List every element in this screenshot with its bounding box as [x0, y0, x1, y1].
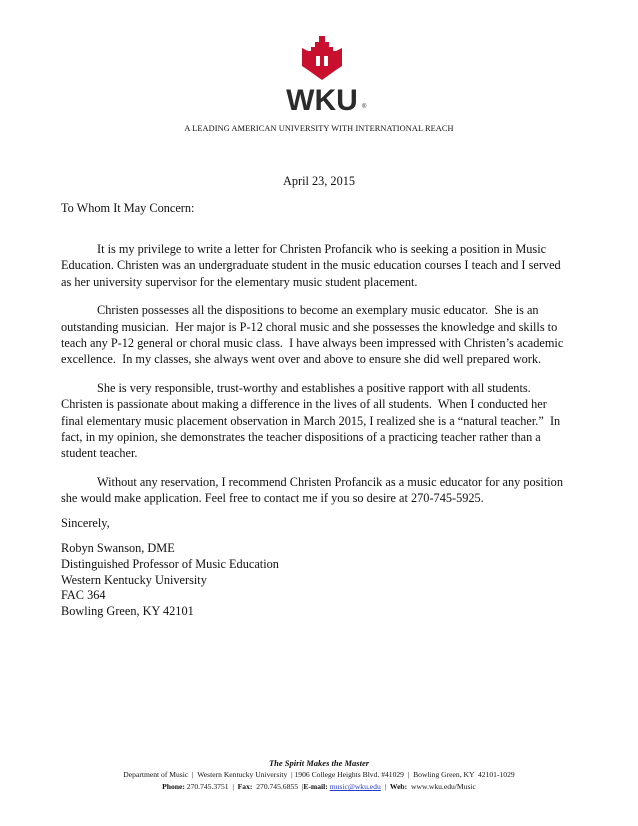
wku-logo-graphic — [268, 36, 376, 116]
letter-body — [61, 241, 581, 519]
phone-number: 270.745.3751 | — [184, 782, 238, 791]
paragraph-line: Without any reservation, I recommend Christen Profancik as a music educator for any position — [97, 475, 563, 490]
cupola-emblem-icon — [302, 36, 342, 80]
footer-address: Department of Music | Western Kentucky University | 1906 College Heights Blvd. #41029 | Bowling Green, KY 42101-1029 — [123, 770, 515, 779]
paragraph-line: She is very responsible, trust-worthy and establishes a positive rapport with all students. — [97, 381, 531, 396]
phone-label: Phone: — [162, 782, 185, 791]
wku-logo — [268, 36, 376, 116]
separator: | — [380, 782, 390, 791]
registered-mark: ® — [362, 104, 367, 110]
salutation: To Whom It May Concern: — [61, 201, 195, 215]
paragraph-2 — [61, 302, 581, 367]
paragraph-line: fact, in my opinion, she demonstrates the teacher dispositions of a practicing teacher rather than a — [61, 429, 541, 444]
signer-university: Western Kentucky University — [61, 572, 207, 587]
paragraph-line: excellence. In my classes, she always went over and above to ensure she did well prepared work. — [61, 352, 542, 367]
paragraph-line: Education. Christen was an undergraduate student in the music education courses I teach and I served — [61, 258, 561, 273]
paragraph-line: outstanding musician. Her major is P-12 choral music and she possesses the knowledge and skills to — [61, 319, 558, 334]
signer-office: FAC 364 — [61, 588, 106, 603]
paragraph-line: Christen possesses all the dispositions to become an exemplary music educator. She is an — [97, 303, 539, 318]
paragraph-1 — [61, 241, 581, 290]
paragraph-line: Christen is passionate about making a difference in the lives of all students. When I conducted her — [61, 397, 547, 412]
signer-city: Bowling Green, KY 42101 — [61, 604, 194, 619]
paragraph-line: student teacher. — [61, 446, 138, 461]
logo-wordmark: WKU — [286, 84, 358, 116]
paragraph-3 — [61, 380, 581, 461]
web-label: Web: — [389, 782, 408, 791]
footer-contact — [0, 782, 638, 791]
email-link[interactable]: music@wku.edu — [329, 782, 381, 791]
letterhead-tagline: A LEADING AMERICAN UNIVERSITY WITH INTERNATIONAL REACH — [184, 124, 454, 133]
fax-label: Fax: — [237, 782, 253, 791]
signer-title: Distinguished Professor of Music Education — [61, 556, 279, 571]
paragraph-line: teach any P-12 general or choral music class. I have always been impressed with Christen’s academic — [61, 335, 564, 350]
letter-date: April 23, 2015 — [282, 174, 356, 188]
signer-name: Robyn Swanson, DME — [61, 541, 175, 555]
signature-block — [61, 541, 279, 620]
fax-number: 270.745.6855 | — [252, 782, 304, 791]
footer-motto: The Spirit Makes the Master — [268, 758, 370, 768]
email-label: E-mail: — [303, 782, 328, 791]
paragraph-line: as her university supervisor for the elementary music student placement. — [61, 274, 418, 289]
paragraph-line: It is my privilege to write a letter for Christen Profancik who is seeking a position in Music — [97, 242, 547, 256]
closing: Sincerely, — [61, 516, 110, 530]
web-address: www.wku.edu/Music — [407, 782, 476, 791]
paragraph-line: she would make application. Feel free to contact me if you so desire at 270-745-5925. — [61, 491, 484, 506]
paragraph-line: final elementary music placement observation in March 2015, I realized she is a “natural teacher.” In — [61, 413, 561, 428]
paragraph-4 — [61, 474, 581, 507]
